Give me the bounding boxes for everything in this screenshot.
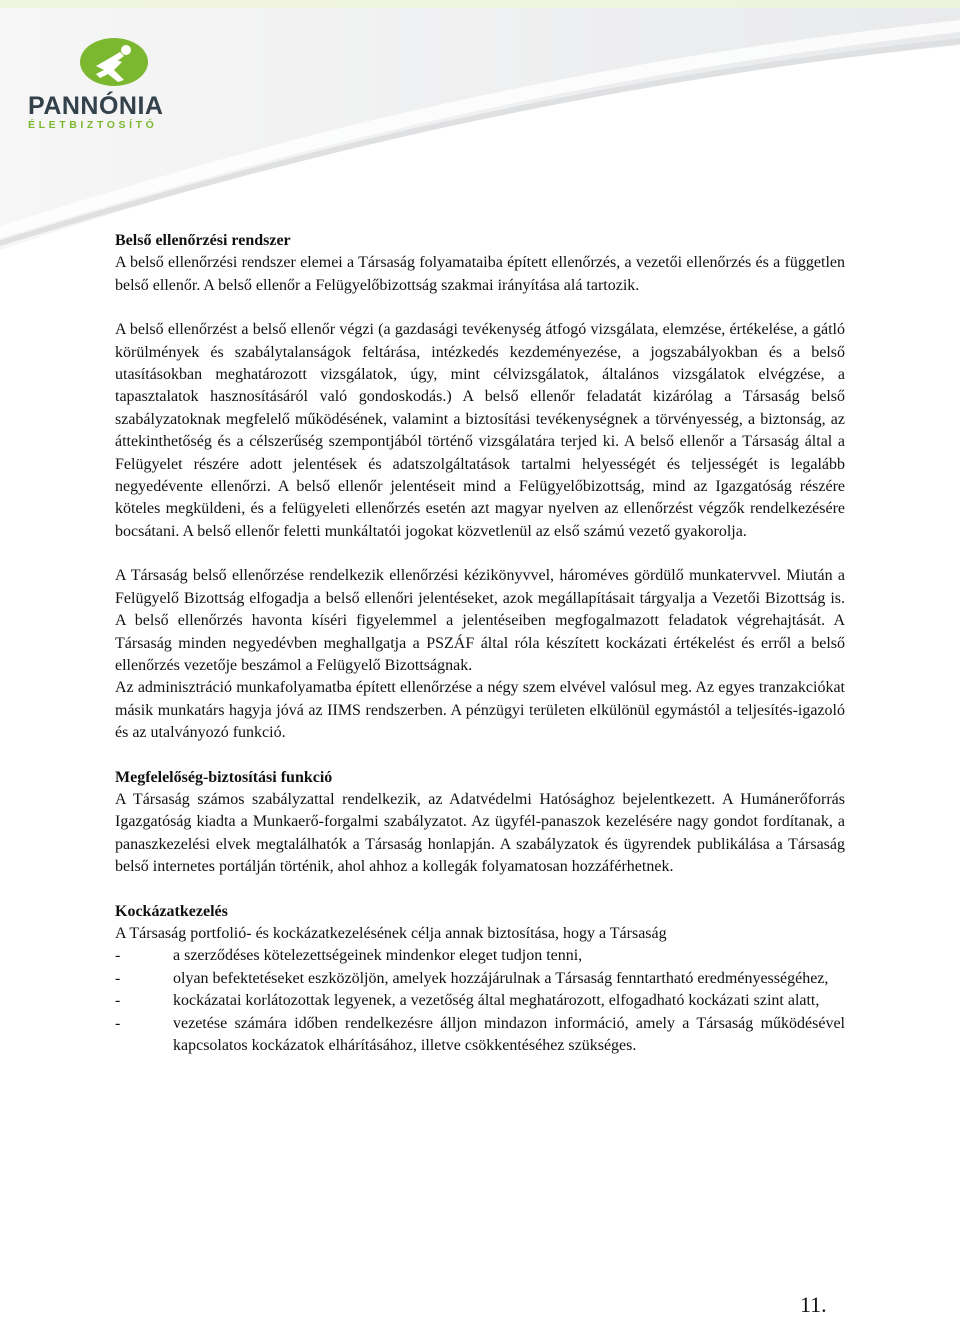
page-number: 11.: [800, 1292, 827, 1317]
list-item: [115, 990, 845, 1012]
document-body: [115, 230, 845, 1057]
brand-subtitle: ÉLETBIZTOSÍTÓ: [28, 119, 158, 131]
list-item: [115, 968, 845, 990]
list-item-text: kockázatai korlátozottak legyenek, a vezetőség által meghatározott, elfogadható kockázati szint alatt,: [173, 992, 820, 1010]
brand-name: PANNÓNIA: [28, 92, 164, 120]
list-dash: -: [115, 947, 121, 965]
paragraph: A Társaság belső ellenőrzése rendelkezik ellenőrzési kézikönyvvel, hároméves gördülő munkatervvel. Miután a Felügyelő Bizottság elfogadja a belső ellenőri jelentéseket, azok megállapításait tárgyalja a Vezetői Bizottság is. A belső ellenőrzés havonta kíséri figyelemmel a jelentéseiben megfogalmazott feladatok végrehajtását. A Társaság minden negyedévben meghallgatja a PSZÁF által róla készített kockázati értékelést és erről a belső ellenőrzés vezetője beszámol a Felügyelő Bizottságnak.: [115, 567, 845, 674]
runner-logo-icon: [74, 36, 154, 92]
section-title-belso-ellenorzes: Belső ellenőrzési rendszer: [115, 232, 291, 249]
paragraph: A belső ellenőrzési rendszer elemei a Társaság folyamataiba épített ellenőrzés, a vezetői ellenőrzés és a független belső ellenőr. A belső ellenőr a Felügyelőbizottság szakmai irányítása alá tartozik.: [115, 254, 845, 294]
list-item-text: a szerződéses kötelezettségeinek mindenkor eleget tudjon tenni,: [173, 947, 583, 965]
paragraph: A Társaság portfolió- és kockázatkezelésének célja annak biztosítása, hogy a Társaság: [115, 924, 667, 942]
paragraph: Az adminisztráció munkafolyamatba épített ellenőrzése a négy szem elvével valósul meg. Az egyes tranzakciókat másik munkatárs hagyja jóvá az IIMS rendszerben. A pénzügyi területen elkülönül egymástól a teljesítés-igazoló és az utalványozó funkció.: [115, 679, 845, 742]
list-item-text: olyan befektetéseket eszközöljön, amelyek hozzájárulnak a Társaság fenntartható eredményességéhez,: [173, 969, 829, 987]
list-dash: -: [115, 992, 121, 1010]
section-title-kockazatkezeles: Kockázatkezelés: [115, 902, 228, 920]
list-dash: -: [115, 1014, 121, 1032]
list-item: [115, 1013, 845, 1058]
company-logo: [26, 36, 196, 136]
section-title-megfeleloseg: Megfelelőség-biztosítási funkció: [115, 768, 333, 786]
paragraph: A belső ellenőrzést a belső ellenőr végzi (a gazdasági tevékenység átfogó vizsgálata, elemzése, értékelése, a gátló körülmények és szabálytalanságok feltárása, intézkedés kezdeményezése, a jogszabályokban és a belső utasításokban meghatározott vizsgálatok, úgy, mint célvizsgálatok, általános vizsgálatok elvégzése, a tapasztalatok hasznosításáról való gondoskodás.) A belső ellenőr feladatát kizárólag a Társaság belső szabályzatoknak megfelelő működésének, valamint a biztosítási tevékenységnek a törvényesség, a biztonság, az áttekinthetőség és a célszerűség szempontjából történő vizsgálatára terjed ki. A belső ellenőr a Társaság által a Felügyelet részére adott jelentések és adatszolgáltatások tartalmi helyességét és teljességét is legalább negyedévente ellenőrzi. A belső ellenőr jelentéseit mind a Felügyelőbizottság, mind az Igazgatóság részére köteles megküldeni, és a felügyeleti ellenőrzés esetén azt magyar nyelven az ellenőrzést végzők rendelkezésére bocsátani. A belső ellenőr feletti munkáltatói jogokat közvetlenül az első számú vezető gyakorolja.: [115, 321, 845, 540]
list-dash: -: [115, 969, 121, 987]
list-item: [115, 945, 845, 967]
paragraph: A Társaság számos szabályzattal rendelkezik, az Adatvédelmi Hatósághoz bejelentkezett. A Humánerőforrás Igazgatóság kiadta a Munkaerő-forgalmi szabályzatot. Az ügyfél-panaszok kezelésére nagy gondot fordítanak, a panaszkezelési elvek megtalálhatók a Társaság honlapján. A szabályzatok és ügyrendek publikálása a Társaság belső internetes portálján történik, ahol ahhoz a kollegák folyamatosan hozzáférhetnek.: [115, 790, 845, 876]
list-item-text: vezetése számára időben rendelkezésre álljon mindazon információ, amely a Társaság működésével kapcsolatos kockázatok elhárításához, illetve csökkentéséhez szükséges.: [173, 1014, 845, 1054]
bullet-list: [115, 945, 845, 1057]
